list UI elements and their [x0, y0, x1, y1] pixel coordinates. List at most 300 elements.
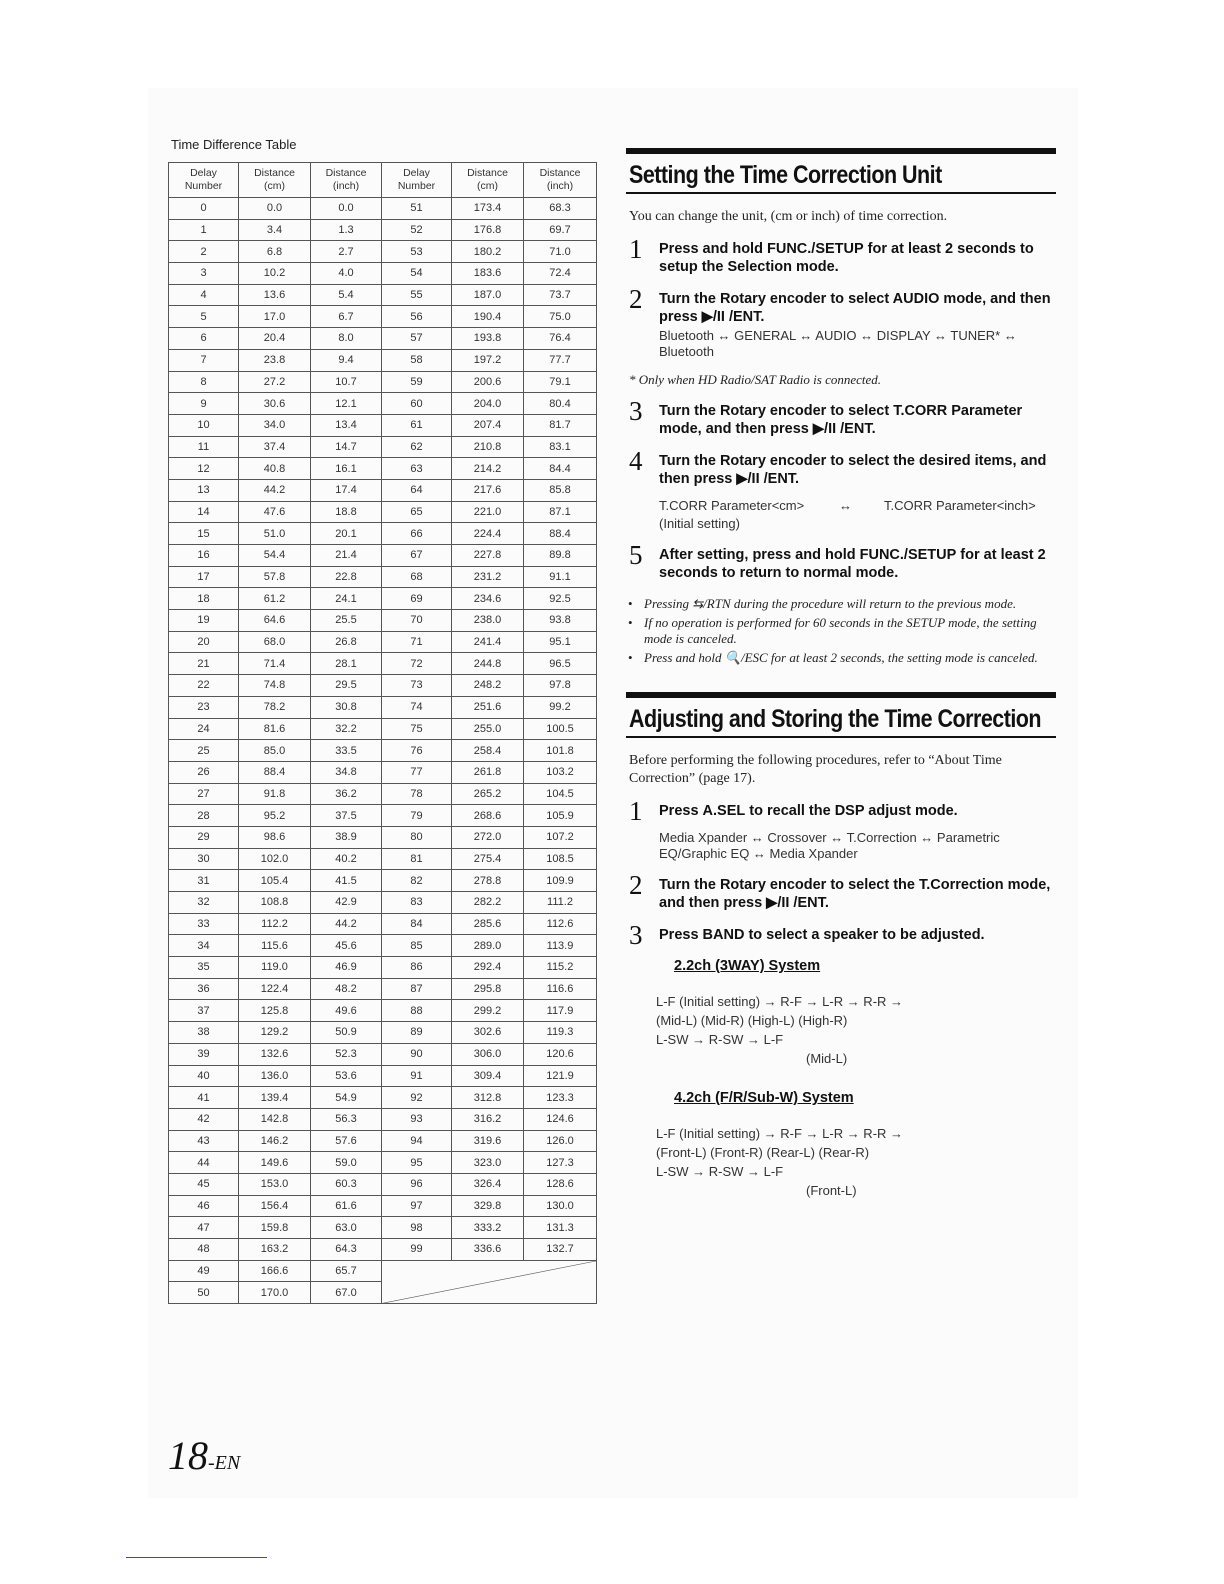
table-cell: 248.2 — [452, 675, 524, 697]
table-row — [169, 1000, 597, 1022]
table-cell: 93.8 — [524, 610, 597, 632]
table-cell: 217.6 — [452, 479, 524, 501]
table-cell: 22 — [169, 675, 239, 697]
table-cell: 6.7 — [311, 306, 382, 328]
table-cell: 85 — [382, 935, 452, 957]
table-cell: 80.4 — [524, 393, 597, 415]
table-cell: 78 — [382, 783, 452, 805]
table-cell: 61.2 — [239, 588, 311, 610]
table-cell: 62 — [382, 436, 452, 458]
table-cell: 333.2 — [452, 1217, 524, 1239]
table-cell: 13 — [169, 479, 239, 501]
table-cell: 51 — [382, 198, 452, 220]
table-cell: 33 — [169, 913, 239, 935]
table-cell: 69.7 — [524, 219, 597, 241]
table-cell: 275.4 — [452, 848, 524, 870]
step-number: 2 — [629, 284, 643, 314]
table-cell: 74 — [382, 696, 452, 718]
table-cell: 54.4 — [239, 545, 311, 567]
table-cell: 272.0 — [452, 826, 524, 848]
table-cell: 17 — [169, 566, 239, 588]
section-rule — [626, 192, 1056, 194]
table-cell: 69 — [382, 588, 452, 610]
table-row — [169, 436, 597, 458]
table-cell: 116.6 — [524, 978, 597, 1000]
table-cell: 72 — [382, 653, 452, 675]
table-row — [169, 978, 597, 1000]
table-row — [169, 783, 597, 805]
table-cell: 251.6 — [452, 696, 524, 718]
system-heading: 4.2ch (F/R/Sub-W) System — [674, 1090, 854, 1106]
table-cell: 125.8 — [239, 1000, 311, 1022]
table-cell: 20.1 — [311, 523, 382, 545]
table-cell: 30.6 — [239, 393, 311, 415]
table-cell: 124.6 — [524, 1108, 597, 1130]
step-number: 1 — [629, 234, 643, 264]
table-cell: 127.3 — [524, 1152, 597, 1174]
table-cell: 285.6 — [452, 913, 524, 935]
table-cell: 87.1 — [524, 501, 597, 523]
table-row — [169, 523, 597, 545]
step — [626, 234, 1056, 276]
table-cell: 68.0 — [239, 631, 311, 653]
table-cell: 68.3 — [524, 198, 597, 220]
table-cell: 59 — [382, 371, 452, 393]
table-cell: 91.1 — [524, 566, 597, 588]
table-cell: 25 — [169, 740, 239, 762]
table-cell: 104.5 — [524, 783, 597, 805]
step-number: 4 — [629, 446, 643, 476]
table-cell: 323.0 — [452, 1152, 524, 1174]
table-cell: 234.6 — [452, 588, 524, 610]
table-cell: 37.5 — [311, 805, 382, 827]
table-row — [169, 219, 597, 241]
table-cell: 221.0 — [452, 501, 524, 523]
step — [626, 870, 1056, 912]
table-cell: 224.4 — [452, 523, 524, 545]
table-cell: 200.6 — [452, 371, 524, 393]
table-cell: 204.0 — [452, 393, 524, 415]
table-row — [169, 349, 597, 371]
table-cell: 3.4 — [239, 219, 311, 241]
table-cell: 94 — [382, 1130, 452, 1152]
table-cell: 119.0 — [239, 957, 311, 979]
table-cell: 18 — [169, 588, 239, 610]
table-row — [169, 371, 597, 393]
table-cell: 312.8 — [452, 1087, 524, 1109]
step-number: 1 — [629, 796, 643, 826]
table-cell: 27 — [169, 783, 239, 805]
table-cell: 180.2 — [452, 241, 524, 263]
system-heading: 2.2ch (3WAY) System — [674, 958, 821, 974]
table-cell: 26.8 — [311, 631, 382, 653]
unit-option-cm: T.CORR Parameter<cm> — [659, 498, 805, 513]
table-cell: 27.2 — [239, 371, 311, 393]
table-cell: 99 — [382, 1239, 452, 1261]
table-row — [169, 1152, 597, 1174]
right-column — [626, 148, 1056, 1200]
table-cell: 153.0 — [239, 1173, 311, 1195]
footer-divider — [126, 1557, 267, 1558]
table-cell: 14 — [169, 501, 239, 523]
table-row — [169, 458, 597, 480]
table-cell: 4.0 — [311, 263, 382, 285]
table-cell: 80 — [382, 826, 452, 848]
table-row — [169, 848, 597, 870]
table-cell: 61 — [382, 414, 452, 436]
table-cell: 183.6 — [452, 263, 524, 285]
table-cell: 76.4 — [524, 328, 597, 350]
table-cell: 258.4 — [452, 740, 524, 762]
table-cell: 4 — [169, 284, 239, 306]
table-cell: 97.8 — [524, 675, 597, 697]
table-cell: 49 — [169, 1260, 239, 1282]
table-cell: 10 — [169, 414, 239, 436]
table-cell: 93 — [382, 1108, 452, 1130]
table-cell: 61.6 — [311, 1195, 382, 1217]
table-cell: 73 — [382, 675, 452, 697]
table-cell: 23.8 — [239, 349, 311, 371]
table-cell: 1 — [169, 219, 239, 241]
table-cell: 115.6 — [239, 935, 311, 957]
table-cell: 22.8 — [311, 566, 382, 588]
table-row — [169, 805, 597, 827]
table-cell: 37.4 — [239, 436, 311, 458]
table-row — [169, 761, 597, 783]
table-cell: 38.9 — [311, 826, 382, 848]
table-cell: 45 — [169, 1173, 239, 1195]
table-cell: 309.4 — [452, 1065, 524, 1087]
table-row — [169, 957, 597, 979]
list-item: • Press and hold 🔍/ESC for at least 2 seconds, the setting mode is canceled. — [626, 650, 1056, 667]
table-cell: 295.8 — [452, 978, 524, 1000]
table-cell: 329.8 — [452, 1195, 524, 1217]
table-row — [169, 913, 597, 935]
table-cell: 65 — [382, 501, 452, 523]
table-cell: 86 — [382, 957, 452, 979]
table-cell: 119.3 — [524, 1022, 597, 1044]
table-row — [169, 1173, 597, 1195]
unit-options — [659, 498, 1056, 514]
table-cell: 24 — [169, 718, 239, 740]
table-cell: 25.5 — [311, 610, 382, 632]
table-cell: 65.7 — [311, 1260, 382, 1282]
table-cell: 49.6 — [311, 1000, 382, 1022]
table-cell: 197.2 — [452, 349, 524, 371]
speaker-sequence: L-F (Initial setting) → R-F → L-R → R-R → (Front-L) (Front-R) (Rear-L) (Rear-R) L-SW → R-SW → L-F (Front-L) — [656, 1126, 904, 1198]
table-header-cell: Distance (inch) — [311, 163, 382, 198]
table-cell: 261.8 — [452, 761, 524, 783]
table-cell: 107.2 — [524, 826, 597, 848]
table-cell: 63.0 — [311, 1217, 382, 1239]
step-text: Turn the Rotary encoder to select the desired items, and then press ▶/II /ENT. — [659, 453, 1047, 487]
table-cell: 41.5 — [311, 870, 382, 892]
table-cell: 78.2 — [239, 696, 311, 718]
table-cell: 89 — [382, 1022, 452, 1044]
table-cell: 17.4 — [311, 479, 382, 501]
table-cell: 326.4 — [452, 1173, 524, 1195]
table-cell: 28 — [169, 805, 239, 827]
step-text: Turn the Rotary encoder to select AUDIO mode, and then press ▶/II /ENT. — [659, 291, 1051, 325]
table-cell: 92 — [382, 1087, 452, 1109]
table-cell: 101.8 — [524, 740, 597, 762]
notes-list — [626, 596, 1056, 666]
table-row — [169, 1217, 597, 1239]
table-cell: 77 — [382, 761, 452, 783]
table-cell: 23 — [169, 696, 239, 718]
table-cell: 16.1 — [311, 458, 382, 480]
step — [626, 396, 1056, 438]
table-row — [169, 545, 597, 567]
table-cell: 63 — [382, 458, 452, 480]
table-row — [169, 1195, 597, 1217]
table-cell: 54.9 — [311, 1087, 382, 1109]
table-cell: 306.0 — [452, 1043, 524, 1065]
table-cell: 166.6 — [239, 1260, 311, 1282]
table-cell: 30 — [169, 848, 239, 870]
step-text: After setting, press and hold FUNC./SETUP for at least 2 seconds to return to normal mode. — [659, 547, 1046, 581]
table-cell: 13.4 — [311, 414, 382, 436]
section-rule — [626, 692, 1056, 698]
table-cell: 64 — [382, 479, 452, 501]
table-cell: 60.3 — [311, 1173, 382, 1195]
table-cell: 176.8 — [452, 219, 524, 241]
table-cell: 79.1 — [524, 371, 597, 393]
table-cell: 75 — [382, 718, 452, 740]
table-cell: 53.6 — [311, 1065, 382, 1087]
table-cell: 37 — [169, 1000, 239, 1022]
footnote: * Only when HD Radio/SAT Radio is connected. — [629, 372, 882, 387]
table-cell: 42 — [169, 1108, 239, 1130]
table-cell: 142.8 — [239, 1108, 311, 1130]
table-cell: 96.5 — [524, 653, 597, 675]
table-cell: 21 — [169, 653, 239, 675]
table-cell: 96 — [382, 1173, 452, 1195]
table-cell: 210.8 — [452, 436, 524, 458]
table-cell: 97 — [382, 1195, 452, 1217]
table-cell: 24.1 — [311, 588, 382, 610]
table-cell: 241.4 — [452, 631, 524, 653]
table-cell: 13.6 — [239, 284, 311, 306]
table-cell: 84.4 — [524, 458, 597, 480]
table-cell: 98 — [382, 1217, 452, 1239]
table-cell: 44.2 — [311, 913, 382, 935]
table-row — [169, 870, 597, 892]
table-cell: 53 — [382, 241, 452, 263]
table-cell: 6.8 — [239, 241, 311, 263]
unit-option-inch: T.CORR Parameter<inch> — [884, 498, 1036, 513]
table-cell: 91 — [382, 1065, 452, 1087]
table-cell: 112.6 — [524, 913, 597, 935]
table-cell: 54 — [382, 263, 452, 285]
table-row — [169, 892, 597, 914]
table-cell: 71 — [382, 631, 452, 653]
section-intro: You can change the unit, (cm or inch) of time correction. — [629, 209, 948, 224]
table-row — [169, 1130, 597, 1152]
table-title: Time Difference Table — [171, 137, 297, 152]
table-cell: 100.5 — [524, 718, 597, 740]
table-cell: 130.0 — [524, 1195, 597, 1217]
step-number: 3 — [629, 396, 643, 426]
step — [626, 540, 1056, 582]
table-cell: 50.9 — [311, 1022, 382, 1044]
table-cell: 128.6 — [524, 1173, 597, 1195]
table-cell: 193.8 — [452, 328, 524, 350]
table-cell: 47.6 — [239, 501, 311, 523]
table-cell: 289.0 — [452, 935, 524, 957]
table-cell: 10.2 — [239, 263, 311, 285]
table-row — [169, 501, 597, 523]
table-cell: 28.1 — [311, 653, 382, 675]
table-cell: 90 — [382, 1043, 452, 1065]
table-body — [169, 198, 597, 1304]
table-cell: 146.2 — [239, 1130, 311, 1152]
table-cell: 282.2 — [452, 892, 524, 914]
table-cell: 9 — [169, 393, 239, 415]
table-cell: 122.4 — [239, 978, 311, 1000]
table-row — [169, 414, 597, 436]
table-cell: 17.0 — [239, 306, 311, 328]
table-cell: 75.0 — [524, 306, 597, 328]
table-cell: 20 — [169, 631, 239, 653]
table-cell: 36.2 — [311, 783, 382, 805]
table-cell: 316.2 — [452, 1108, 524, 1130]
table-cell: 255.0 — [452, 718, 524, 740]
table-cell: 59.0 — [311, 1152, 382, 1174]
table-row — [169, 1043, 597, 1065]
table-cell: 21.4 — [311, 545, 382, 567]
table-cell: 31 — [169, 870, 239, 892]
table-cell: 67.0 — [311, 1282, 382, 1304]
table-cell: 34 — [169, 935, 239, 957]
table-cell: 40.2 — [311, 848, 382, 870]
table-cell: 73.7 — [524, 284, 597, 306]
table-cell: 0 — [169, 198, 239, 220]
step-text: Turn the Rotary encoder to select T.CORR Parameter mode, and then press ▶/II /ENT. — [659, 403, 1023, 437]
table-cell: 98.6 — [239, 826, 311, 848]
table-cell: 39 — [169, 1043, 239, 1065]
list-item: • If no operation is performed for 60 seconds in the SETUP mode, the setting mode is canceled. — [626, 615, 1056, 648]
table-cell: 123.3 — [524, 1087, 597, 1109]
table-cell: 41 — [169, 1087, 239, 1109]
table-cell: 302.6 — [452, 1022, 524, 1044]
table-cell: 56 — [382, 306, 452, 328]
table-cell: 170.0 — [239, 1282, 311, 1304]
table-cell: 265.2 — [452, 783, 524, 805]
table-cell: 113.9 — [524, 935, 597, 957]
table-cell: 12 — [169, 458, 239, 480]
table-cell: 66 — [382, 523, 452, 545]
table-cell: 56.3 — [311, 1108, 382, 1130]
table-cell: 12.1 — [311, 393, 382, 415]
table-cell: 111.2 — [524, 892, 597, 914]
table-cell: 292.4 — [452, 957, 524, 979]
section-title: Setting the Time Correction Unit — [629, 161, 942, 189]
table-cell: 87 — [382, 978, 452, 1000]
table-row — [169, 1087, 597, 1109]
table-cell: 32 — [169, 892, 239, 914]
table-cell: 1.3 — [311, 219, 382, 241]
table-cell: 88.4 — [524, 523, 597, 545]
table-cell: 187.0 — [452, 284, 524, 306]
table-row — [169, 675, 597, 697]
table-row — [169, 198, 597, 220]
table-row — [169, 284, 597, 306]
table-cell: 105.4 — [239, 870, 311, 892]
table-cell: 48 — [169, 1239, 239, 1261]
table-cell: 40 — [169, 1065, 239, 1087]
step-text: Press BAND to select a speaker to be adjusted. — [659, 927, 985, 943]
list-item: • Pressing ⇆/RTN during the procedure will return to the previous mode. — [626, 596, 1056, 613]
table-cell: 72.4 — [524, 263, 597, 285]
section-rule — [626, 148, 1056, 154]
table-cell: 163.2 — [239, 1239, 311, 1261]
table-row — [169, 610, 597, 632]
step-text: Press and hold FUNC./SETUP for at least 2 seconds to setup the Selection mode. — [659, 241, 1034, 275]
swap-arrow-icon: ↔ — [839, 498, 852, 513]
table-header-cell: Delay Number — [382, 163, 452, 198]
table-header-cell: Distance (cm) — [452, 163, 524, 198]
table-cell: 2 — [169, 241, 239, 263]
table-row — [169, 241, 597, 263]
table-cell: 64.3 — [311, 1239, 382, 1261]
table-cell: 149.6 — [239, 1152, 311, 1174]
empty-cell-diagonal — [382, 1260, 597, 1303]
table-row — [169, 1022, 597, 1044]
table-cell: 85.0 — [239, 740, 311, 762]
step-text: Press A.SEL to recall the DSP adjust mode. — [659, 803, 958, 819]
table-cell: 89.8 — [524, 545, 597, 567]
table-cell: 81.6 — [239, 718, 311, 740]
table-cell: 131.3 — [524, 1217, 597, 1239]
table-cell: 0.0 — [311, 198, 382, 220]
table-header-cell: Delay Number — [169, 163, 239, 198]
table-cell: 34.0 — [239, 414, 311, 436]
table-header-cell: Distance (cm) — [239, 163, 311, 198]
table-row — [169, 1260, 597, 1282]
table-cell: 81.7 — [524, 414, 597, 436]
table-row — [169, 1108, 597, 1130]
table-cell: 95.1 — [524, 631, 597, 653]
table-cell: 129.2 — [239, 1022, 311, 1044]
table-cell: 299.2 — [452, 1000, 524, 1022]
section-title: Adjusting and Storing the Time Correction — [629, 705, 1042, 733]
step — [626, 284, 1056, 360]
table-cell: 231.2 — [452, 566, 524, 588]
step — [626, 796, 1056, 862]
table-row — [169, 306, 597, 328]
table-cell: 58 — [382, 349, 452, 371]
table-cell: 214.2 — [452, 458, 524, 480]
table-cell: 238.0 — [452, 610, 524, 632]
table-row — [169, 935, 597, 957]
table-cell: 88 — [382, 1000, 452, 1022]
table-cell: 11 — [169, 436, 239, 458]
table-row — [169, 566, 597, 588]
time-difference-table — [168, 162, 597, 1304]
table-row — [169, 826, 597, 848]
table-cell: 71.0 — [524, 241, 597, 263]
table-cell: 45.6 — [311, 935, 382, 957]
table-row — [169, 718, 597, 740]
table-cell: 74.8 — [239, 675, 311, 697]
table-cell: 136.0 — [239, 1065, 311, 1087]
table-cell: 190.4 — [452, 306, 524, 328]
table-cell: 109.9 — [524, 870, 597, 892]
table-row — [169, 328, 597, 350]
table-row — [169, 653, 597, 675]
step-number: 2 — [629, 870, 643, 900]
